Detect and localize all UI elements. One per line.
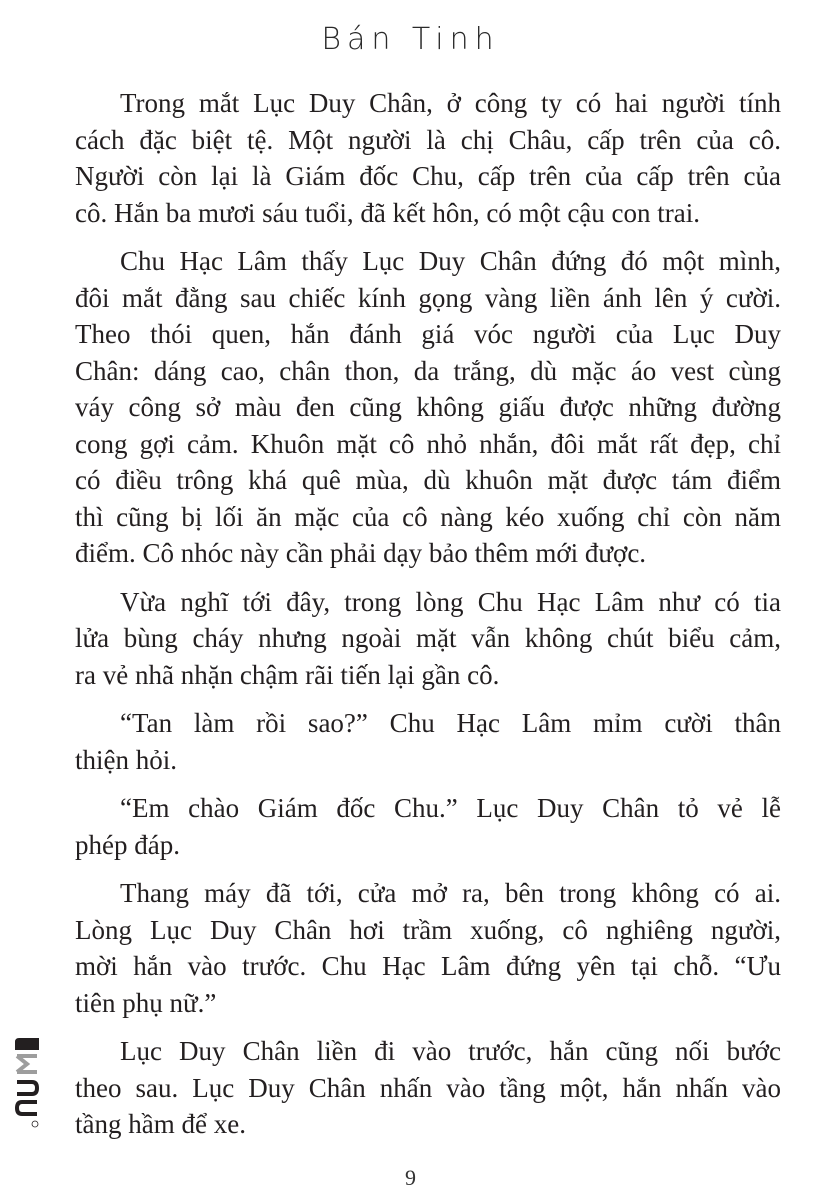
- text-line: “Tan làm rồi sao?” Chu Hạc Lâm mỉm cười thân: [120, 708, 781, 738]
- text-line: điểm. Cô nhóc này cần phải dạy bảo thêm mới được.: [75, 538, 647, 568]
- text-line: có điều trông khá quê mùa, dù khuôn mặt được tám điểm: [75, 465, 781, 495]
- text-line: lửa bùng cháy nhưng ngoài mặt vẫn không chút biểu cảm,: [75, 623, 781, 653]
- text-line: ra vẻ nhã nhặn chậm rãi tiến lại gần cô.: [75, 659, 500, 690]
- text-line: Thang máy đã tới, cửa mở ra, bên trong không có ai.: [120, 878, 781, 908]
- text-line: mời hắn vào trước. Chu Hạc Lâm đứng yên tại chỗ. “Ưu: [75, 951, 781, 981]
- text-line: cong gợi cảm. Khuôn mặt cô nhỏ nhắn, đôi mắt rất đẹp, chỉ: [75, 428, 781, 459]
- text-line: Lục Duy Chân liền đi vào trước, hắn cũng nối bước: [120, 1036, 781, 1066]
- text-line: tầng hầm để xe.: [75, 1109, 246, 1139]
- text-line: Theo thói quen, hắn đánh giá vóc người của Lục Duy: [75, 319, 781, 349]
- text-line: cô. Hắn ba mươi sáu tuổi, đã kết hôn, có một cậu con trai.: [75, 197, 700, 228]
- text-line: cách đặc biệt tệ. Một người là chị Châu, cấp trên của cô.: [75, 124, 781, 155]
- text-line: phép đáp.: [75, 829, 180, 860]
- text-line: “Em chào Giám đốc Chu.” Lục Duy Chân tỏ vẻ lễ: [120, 793, 781, 823]
- paragraph: [75, 875, 781, 1021]
- text-line: đôi mắt đằng sau chiếc kính gọng vàng liền ánh lên ý cười.: [75, 282, 781, 313]
- paragraph: [75, 584, 781, 694]
- text-line: Trong mắt Lục Duy Chân, ở công ty có hai người tính: [120, 88, 781, 118]
- text-line: theo sau. Lục Duy Chân nhấn vào tầng một, hắn nhấn vào: [75, 1072, 781, 1103]
- text-line: tiên phụ nữ.”: [75, 987, 217, 1018]
- paragraph: [75, 243, 781, 572]
- text-line: thiện hỏi.: [75, 744, 177, 775]
- page-number: 9: [405, 1165, 416, 1190]
- text-line: Chu Hạc Lâm thấy Lục Duy Chân đứng đó một mình,: [120, 246, 781, 276]
- text-line: Chân: dáng cao, chân thon, da trắng, dù mặc áo vest cùng: [75, 355, 781, 386]
- paragraph: [75, 85, 781, 231]
- paragraph: [75, 1033, 781, 1143]
- amun-logo-icon: [14, 1038, 40, 1130]
- text-line: Lòng Lục Duy Chân hơi trầm xuống, cô nghiêng người,: [75, 914, 781, 945]
- body-text: [75, 85, 781, 1155]
- paragraph: [75, 705, 781, 778]
- paragraph: [75, 790, 781, 863]
- publisher-logo-amun: [14, 1038, 40, 1130]
- text-line: Vừa nghĩ tới đây, trong lòng Chu Hạc Lâm như có tia: [120, 586, 781, 617]
- text-line: thì cũng bị lối ăn mặc của cô nàng kéo xuống chỉ còn năm: [75, 501, 781, 532]
- text-line: Người còn lại là Giám đốc Chu, cấp trên của cấp trên của: [75, 161, 781, 191]
- text-line: váy công sở màu đen cũng không giấu được những đường: [75, 392, 781, 422]
- running-head-title: Bán Tinh: [321, 22, 500, 57]
